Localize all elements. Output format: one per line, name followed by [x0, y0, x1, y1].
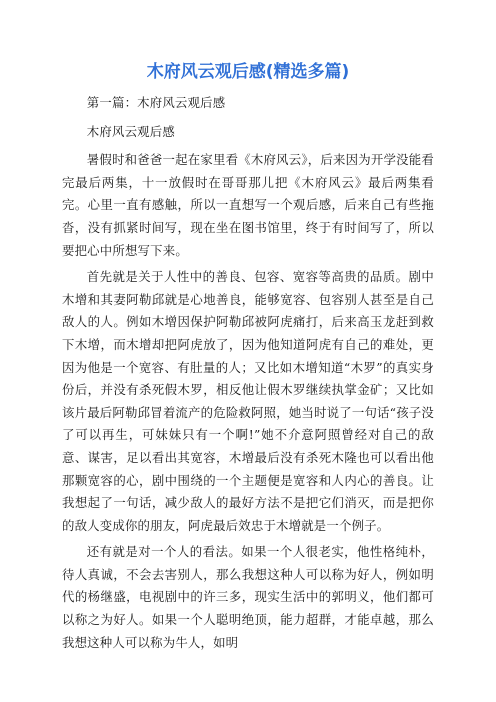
section-heading: 第一篇：木府风云观后感: [86, 95, 226, 110]
body-paragraph-3: 还有就是对一个人的看法。如果一个人很老实，他性格纯朴，待人真诚，不会去害别人，那么我想这种人可以称为好人，例如明代的杨继盛，电视剧中的许三多，现实生活中的郭明义，他们都可以称之为好人。如果一个人聪明绝顶，能力超群，才能卓越，那么我想这种人可以称为牛人，如明: [62, 544, 434, 650]
document-title: 木府风云观后感(精选多篇): [146, 62, 350, 82]
sub-heading: 木府风云观后感: [86, 123, 175, 139]
body-paragraph-2: 首先就是关于人性中的善良、包容、宽容等高贵的品质。剧中木增和其妻阿勒邱就是心地善良，能够宽容、包容别人甚至是自己敌人的人。例如木增因保护阿勒邱被阿虎痛打，后来高玉龙赶到救下木增，而木增却把阿虎放了，因为他知道阿虎有自己的难处，更因为他是一个宽容、有肚量的人；又比如木增知道“木罗”的真实身份后，并没有杀死假木罗，相反他让假木罗继续执掌金矿；又比如该片最后阿勒邱冒着流产的危险救阿照，她当时说了一句话“孩子没了可以再生，可妹妹只有一个啊!”她不介意阿照曾经对自己的敌意、谋害，足以看出其宽容，木增最后没有杀死木隆也可以看出他那颗宽容的心，剧中围绕的一个主题便是宽容和人内心的善良。让我想起了一句话，减少敌人的最好方法不是把它们消灭，而是把你的敌人变成你的朋友，阿虎最后效忠于木增就是一个例子。: [62, 269, 434, 533]
body-paragraph-1: 暑假时和爸爸一起在家里看《木府风云》，后来因为开学没能看完最后两集，十一放假时在哥哥那儿把《木府风云》最后两集看完。心里一直有感触，所以一直想写一个观后感，后来自己有些拖沓，没有抓紧时间写，现在坐在图书馆里，终于有时间写了，所以要把心中所想写下来。: [62, 152, 434, 258]
